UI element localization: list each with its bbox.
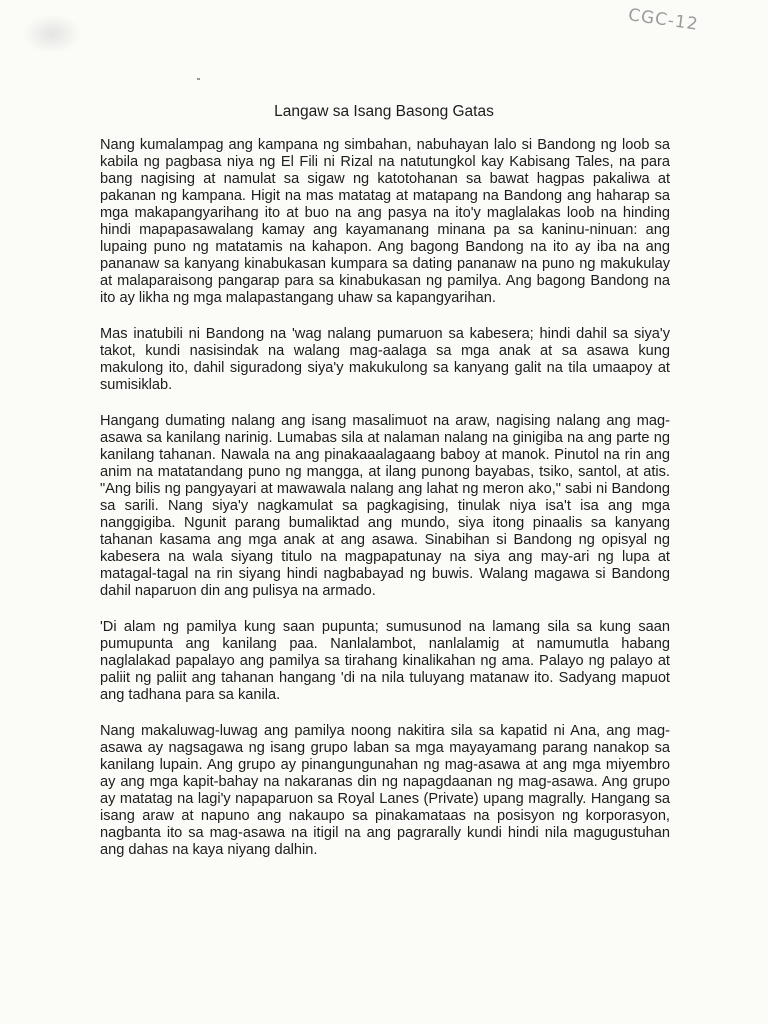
paragraph-2: Mas inatubili ni Bandong na 'wag nalang pumaruon sa kabesera; hindi dahil sa siya'y takot, kundi nasisindak na walang mag-aalaga sa mga anak at sa asawa kung makulong ito, dahil siguradong siya'y makukulong sa kanyang galit na tila umaapoy at sumisiklab. bbox=[100, 326, 670, 393]
paragraph-1: Nang kumalampag ang kampana ng simbahan, nabuhayan lalo si Bandong ng loob sa kabila ng pagbasa niya ng El Fili ni Rizal na natutungkol kay Kabisang Tales, na para bang nagising at namulat sa sigaw ng katotohanan sa bawat hagpas pakaliwa at pakanan ng kampana. Higit na mas matatag at matapang na Bandong ang haharap sa mga makapangyarihang ito at buo na ang pasya na ito'y maglalakas loob na hinding hindi mapapasawalang kamay ang kayamanang minana pa sa kaninu-ninuan: ang lupaing puno ng matatamis na kahapon. Ang bagong Bandong na ito ay iba na ang pananaw sa kanyang kinabukasan kumpara sa dating pananaw na puno ng makukulay at malaparaisong pangarap para sa kinabukasan ng pamilya. Ang bagong Bandong na ito ay likha ng mga malapastangang uhaw sa kapangyarihan. bbox=[100, 137, 670, 306]
scan-speck bbox=[197, 78, 200, 80]
handwritten-corner-label: CGC-12 bbox=[626, 5, 700, 35]
document-body bbox=[100, 137, 670, 878]
document-title: Langaw sa Isang Basong Gatas bbox=[274, 103, 494, 120]
paragraph-4: 'Di alam ng pamilya kung saan pupunta; sumusunod na lamang sila sa kung saan pumupunta ang kanilang paa. Nanlalambot, nanlalamig at namumutla habang naglalakad papalayo ang pamilya sa tirahang kinalikahan ng ama. Palayo ng palayo at paliit ng paliit ang tahanan hangang 'di na nila tuluyang matanaw ito. Sadyang mapuot ang tadhana para sa kanila. bbox=[100, 619, 670, 703]
paragraph-3: Hangang dumating nalang ang isang masalimuot na araw, nagising nalang ang mag-asawa sa kanilang narinig. Lumabas sila at nalaman nalang na ginigiba na ang parte ng kanilang tahanan. Nawala na ang pinakaaalagaang baboy at manok. Pinutol na rin ang anim na matatandang puno ng mangga, at ilang punong bayabas, tsiko, santol, at atis. "Ang bilis ng pangyayari at mawawala nalang ang lahat ng meron ako," sabi ni Bandong sa sarili. Nang siya'y nagkamulat sa pagkagising, tinulak niya isa't isa ang mga nanggigiba. Ngunit parang bumaliktad ang mundo, siya itong pinaalis sa kanyang tahanan kasama ang mga anak at ang asawa. Sinabihan si Bandong ng opisyal ng kabesera na wala siyang titulo na magpapatunay na siya ang may-ari ng lupa at matagal-tagal na rin siyang hindi nagbabayad ng buwis. Walang magawa si Bandong dahil naparuon din ang pulisya na armado. bbox=[100, 413, 670, 599]
paragraph-5: Nang makaluwag-luwag ang pamilya noong nakitira sila sa kapatid ni Ana, ang mag-asawa ay nagsagawa ng isang grupo laban sa mga mayayamang parang nanakop sa kanilang lupain. Ang grupo ay pinangungunahan ng mag-asawa at ang mga miyembro ay ang mga kapit-bahay na nakaranas din ng napagdaanan ng mag-asawa. Ang grupo ay matatag na lagi'y napaparuon sa Royal Lanes (Private) upang magrally. Hangang sa isang araw at napuno ang nakaupo sa pinakamataas na posisyon ng korporasyon, nagbanta ito sa mag-asawa na itigil na ang pagrarally kundi hindi nila magugustuhan ang dahas na kaya niyang dalhin. bbox=[100, 723, 670, 858]
scan-smudge bbox=[22, 14, 82, 54]
